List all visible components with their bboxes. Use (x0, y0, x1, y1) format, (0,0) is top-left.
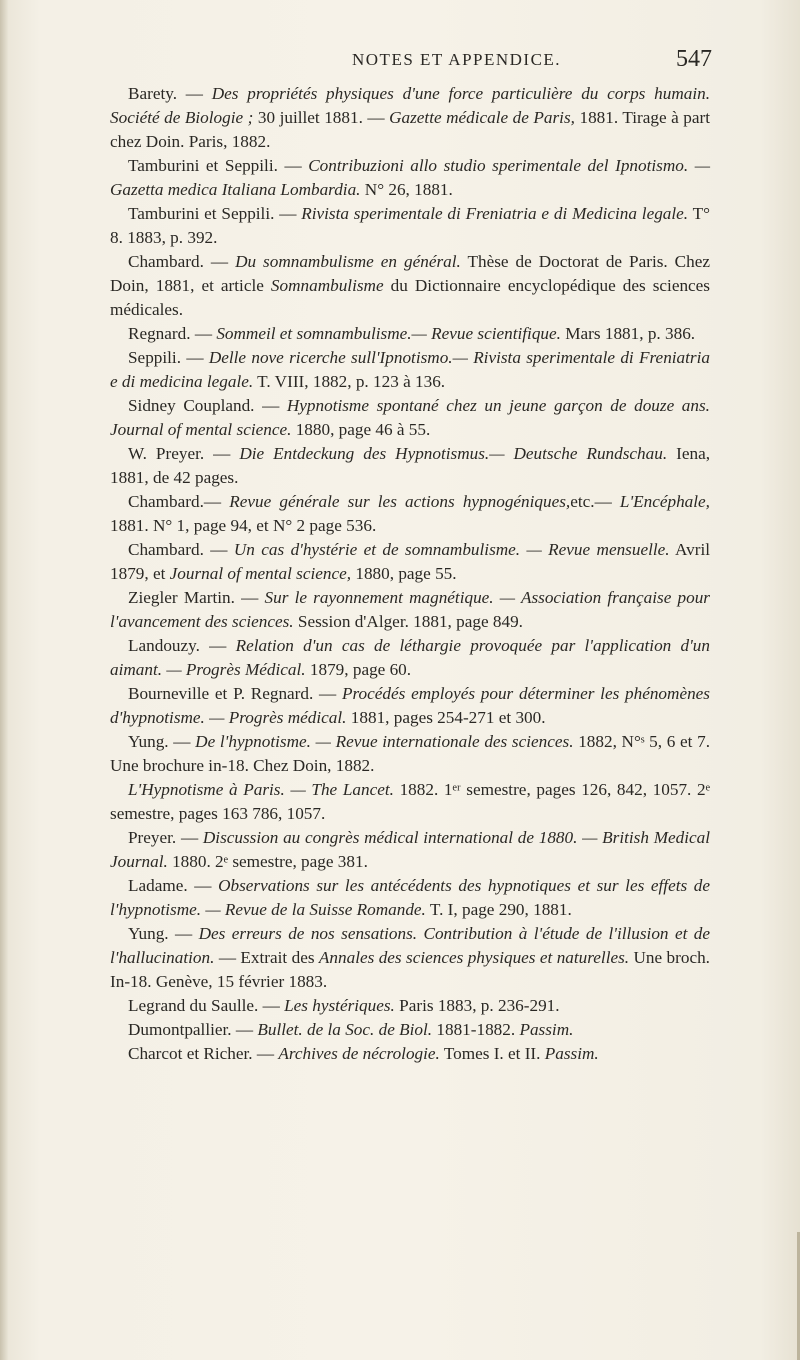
reference-title: Revue générale sur les actions hypnogéniques, (229, 492, 571, 511)
reference-rest: 30 juillet 1881. — (253, 108, 390, 127)
reference-author: Tamburini et Seppili. (128, 156, 278, 175)
reference-text: — (203, 492, 230, 511)
reference-title: Un cas d'hystérie et de somnambulisme. — Revue mensuelle. (233, 540, 670, 559)
reference-entry (110, 994, 710, 1018)
reference-rest: Paris 1883, p. 236-291. (394, 996, 560, 1015)
reference-title2: Journal of mental science, (169, 564, 352, 583)
reference-entry (110, 1042, 710, 1066)
reference-author: Barety. (128, 84, 177, 103)
reference-entry (110, 346, 710, 394)
reference-entry (110, 322, 710, 346)
reference-rest: 1881-1882. (432, 1020, 520, 1039)
reference-rest: T. I, page 290, 1881. (425, 900, 572, 919)
reference-author: Chambard. (128, 252, 204, 271)
reference-rest: 1882, N°ˢ 5, 6 et 7. Une brochure in-18. Chez Doin, 1882. (110, 732, 711, 775)
reference-title: Hypnotisme spontané chez un jeune garçon de douze ans. Journal of mental science. (110, 396, 710, 439)
reference-rest: 1880, page 46 à 55. (291, 420, 431, 439)
reference-title2: Passim. (519, 1020, 574, 1039)
reference-rest2: 1880, page 55. (351, 564, 457, 583)
reference-author: Bourneville et P. Regnard. (128, 684, 314, 703)
reference-title2: L'Encéphale, (619, 492, 710, 511)
reference-entry (110, 730, 710, 778)
reference-title2: Annales des sciences physiques et naturelles. (318, 948, 630, 967)
reference-author: W. Preyer. (128, 444, 205, 463)
reference-entry (110, 202, 710, 250)
reference-text: — (199, 636, 236, 655)
reference-text: — (203, 540, 234, 559)
reference-title: De l'hypnotisme. — Revue internationale des sciences. (195, 732, 574, 751)
reference-entry (110, 442, 710, 490)
reference-text: — (203, 252, 236, 271)
reference-text: — (254, 396, 287, 415)
reference-title: Procédés employés pour déterminer les phénomènes d'hypnotisme. — Progrès médical. (110, 684, 710, 727)
reference-title: Observations sur les antécédents des hypnotiques et sur les effets de l'hypnotisme. — Revue de la Suisse Romande. (110, 876, 710, 919)
reference-text: — (277, 156, 309, 175)
reference-rest: etc.— (570, 492, 620, 511)
reference-author: Legrand du Saulle. (128, 996, 259, 1015)
reference-title: Sommeil et somnambulisme.— Revue scientifique. (216, 324, 561, 343)
reference-entry (110, 826, 710, 874)
reference-rest: 1879, page 60. (305, 660, 412, 679)
reference-entry (110, 922, 710, 994)
reference-text: — (187, 876, 219, 895)
reference-entry (110, 778, 710, 826)
reference-text: — (168, 732, 196, 751)
reference-text: — (190, 324, 217, 343)
reference-title: L'Hypnotisme à Paris. — The Lancet. (128, 780, 394, 799)
reference-title: Des erreurs de nos sensations. Contribution à l'étude de l'illusion et de l'hallucination. (110, 924, 710, 967)
reference-text: — (252, 1044, 279, 1063)
reference-text: — (231, 1020, 258, 1039)
reference-entry (110, 538, 710, 586)
reference-title: Contribuzioni allo studio sperimentale del Ipnotismo. — Gazetta medica Italiana Lombardia. (110, 156, 710, 199)
reference-author: Yung. (128, 924, 169, 943)
reference-rest: N° 26, 1881. (360, 180, 453, 199)
reference-text: — (181, 348, 209, 367)
reference-title: Archives de nécrologie. (278, 1044, 440, 1063)
reference-text: — (234, 588, 265, 607)
reference-rest: Tomes I. et II. (439, 1044, 545, 1063)
reference-rest2: Une broch. In-18. Genève, 15 février 1883. (110, 948, 710, 991)
reference-title: Sur le rayonnement magnétique. — Association française pour l'avancement des sciences. (110, 588, 710, 631)
reference-title: Les hystériques. (284, 996, 395, 1015)
reference-author: Landouzy. (128, 636, 200, 655)
reference-entry (110, 250, 710, 322)
reference-entry (110, 82, 710, 154)
reference-entry (110, 586, 710, 634)
reference-author: Charcot et Richer. (128, 1044, 253, 1063)
reference-text: — (274, 204, 302, 223)
reference-author: Dumontpallier. (128, 1020, 232, 1039)
reference-rest: Thèse de Doctorat de Paris. Chez Doin, 1881, et article (110, 252, 711, 295)
reference-rest: T. VIII, 1882, p. 123 à 136. (253, 372, 446, 391)
reference-entry (110, 154, 710, 202)
reference-title: Die Entdeckung des Hypnotismus.— Deutsche Rundschau. (239, 444, 668, 463)
reference-title: Rivista sperimentale di Freniatria e di Medicina legale. (301, 204, 689, 223)
reference-author: Preyer. (128, 828, 177, 847)
reference-author: Ladame. (128, 876, 188, 895)
reference-rest2: du Dictionnaire encyclopédique des sciences médicales. (110, 276, 710, 319)
reference-title2: Gazette médicale de Paris, (389, 108, 575, 127)
reference-author: Yung. (128, 732, 169, 751)
reference-text: — (168, 924, 199, 943)
reference-text: — (204, 444, 240, 463)
reference-author: Regnard. (128, 324, 191, 343)
reference-author: Seppili. (128, 348, 181, 367)
reference-entry (110, 682, 710, 730)
reference-rest: T° 8. 1883, p. 392. (110, 204, 710, 247)
reference-rest: 1881, pages 254-271 et 300. (346, 708, 546, 727)
reference-author: Chambard. (128, 492, 204, 511)
reference-text: — (176, 828, 203, 847)
reference-entry (110, 490, 710, 538)
page-number: 547 (676, 46, 712, 72)
reference-rest: Mars 1881, p. 386. (560, 324, 696, 343)
reference-title: Du somnambulisme en général. (235, 252, 461, 271)
reference-rest: 1880. 2ᵉ semestre, page 381. (167, 852, 368, 871)
reference-author: Tamburini et Seppili. (128, 204, 275, 223)
reference-title: Delle nove ricerche sull'Ipnotismo.— Rivista sperimentale di Freniatria e di medicina legale. (110, 348, 710, 391)
reference-title2: Somnambulisme (270, 276, 384, 295)
reference-author: Sidney Coupland. (128, 396, 255, 415)
reference-title2: Passim. (544, 1044, 599, 1063)
reference-title: Discussion au congrès médical international de 1880. — British Medical Journal. (110, 828, 711, 871)
reference-title: Bullet. de la Soc. de Biol. (257, 1020, 433, 1039)
reference-entry (110, 394, 710, 442)
reference-entry (110, 1018, 710, 1042)
reference-entry (110, 634, 710, 682)
reference-rest: Session d'Alger. 1881, page 849. (293, 612, 523, 631)
reference-entry (110, 874, 710, 922)
running-head-title: NOTES ET APPENDICE. (352, 50, 562, 69)
reference-author: Ziegler Martin. (128, 588, 235, 607)
reference-text: — (258, 996, 285, 1015)
reference-rest2: 1881. N° 1, page 94, et N° 2 page 536. (110, 516, 377, 535)
reference-title: Relation d'un cas de léthargie provoquée par l'application d'un aimant. — Progrès Médical. (110, 636, 710, 679)
reference-rest: Iena, 1881, de 42 pages. (110, 444, 710, 487)
reference-text: — (177, 84, 212, 103)
reference-rest2: 1881. Tirage à part chez Doin. Paris, 1882. (110, 108, 710, 151)
reference-rest: 1882. 1ᵉʳ semestre, pages 126, 842, 1057. 2ᵉ semestre, pages 163 786, 1057. (110, 780, 710, 823)
reference-list (110, 82, 710, 1066)
reference-rest: — Extrait des (214, 948, 319, 967)
page-spine-shadow (0, 0, 8, 1360)
running-head (112, 46, 712, 76)
reference-title: Des propriétés physiques d'une force particulière du corps humain. Société de Biologie ; (110, 84, 711, 127)
reference-rest: Avril 1879, et (110, 540, 711, 583)
reference-author: Chambard. (128, 540, 204, 559)
reference-text: — (313, 684, 342, 703)
